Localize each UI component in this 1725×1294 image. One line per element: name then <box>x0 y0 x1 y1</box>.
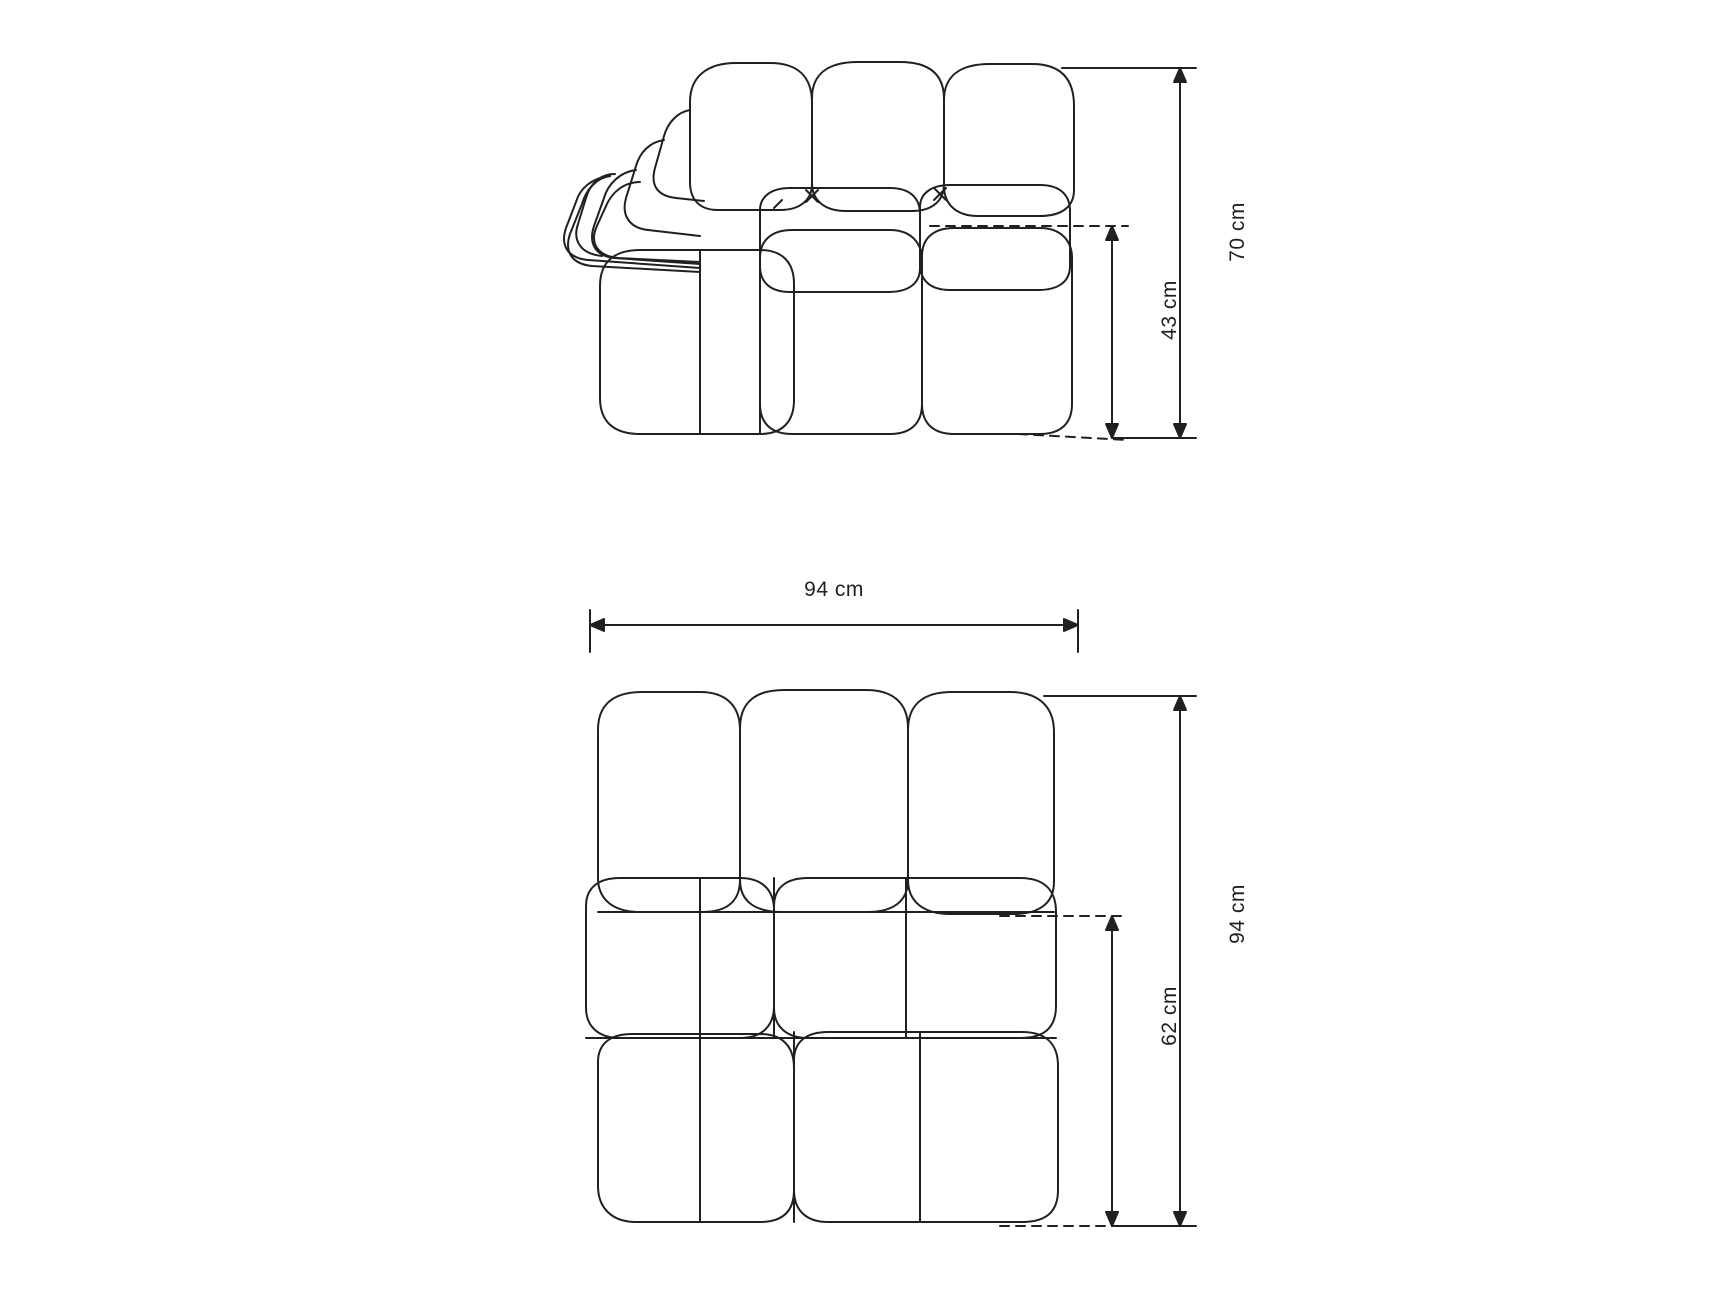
arrow-62-bottom <box>1106 1212 1118 1226</box>
top-front-cushion-right <box>920 1032 1058 1222</box>
top-back-cushion-right <box>908 692 1054 914</box>
top-front-cushion-middle <box>794 1032 920 1222</box>
seam-tick-1 <box>774 200 782 208</box>
top-seat-middle <box>774 878 906 1038</box>
seat-body-left <box>760 230 922 434</box>
top-seat-left-inner <box>700 878 774 1038</box>
dim-label-depth: 94 cm <box>1226 884 1249 944</box>
seat-body-right <box>922 228 1072 434</box>
armrest-pillow-top-edge <box>654 110 704 201</box>
arrow-94d-top <box>1174 696 1186 710</box>
arrow-43-top <box>1106 226 1118 240</box>
front-view-group <box>564 62 1196 440</box>
arrow-62-top <box>1106 916 1118 930</box>
dim-label-total-height: 70 cm <box>1226 202 1249 262</box>
top-seat-left-outer <box>586 878 700 1038</box>
seat-cushion-right <box>920 185 1070 290</box>
dim-label-seat-height: 43 cm <box>1158 280 1181 340</box>
top-view-group <box>586 610 1196 1226</box>
backrest-cushion-right <box>944 64 1074 216</box>
arrow-70-bottom <box>1174 424 1186 438</box>
dim-label-seat-depth: 62 cm <box>1158 986 1181 1046</box>
top-seat-right <box>906 878 1056 1038</box>
arrow-70-top <box>1174 68 1186 82</box>
dim-label-width: 94 cm <box>804 578 864 601</box>
top-front-cushion-left-inner <box>700 1034 794 1222</box>
base-left-block <box>600 250 700 434</box>
seat-cushion-left <box>760 188 920 292</box>
armrest-outline <box>564 176 700 268</box>
top-front-cushion-left <box>598 1034 700 1222</box>
arrow-94w-right <box>1064 619 1078 631</box>
armrest-pillow-mid-edge <box>625 140 700 236</box>
arrow-94d-bottom <box>1174 1212 1186 1226</box>
base-second-block <box>700 250 794 434</box>
arrow-43-bottom <box>1106 424 1118 438</box>
arrow-94w-left <box>590 619 604 631</box>
